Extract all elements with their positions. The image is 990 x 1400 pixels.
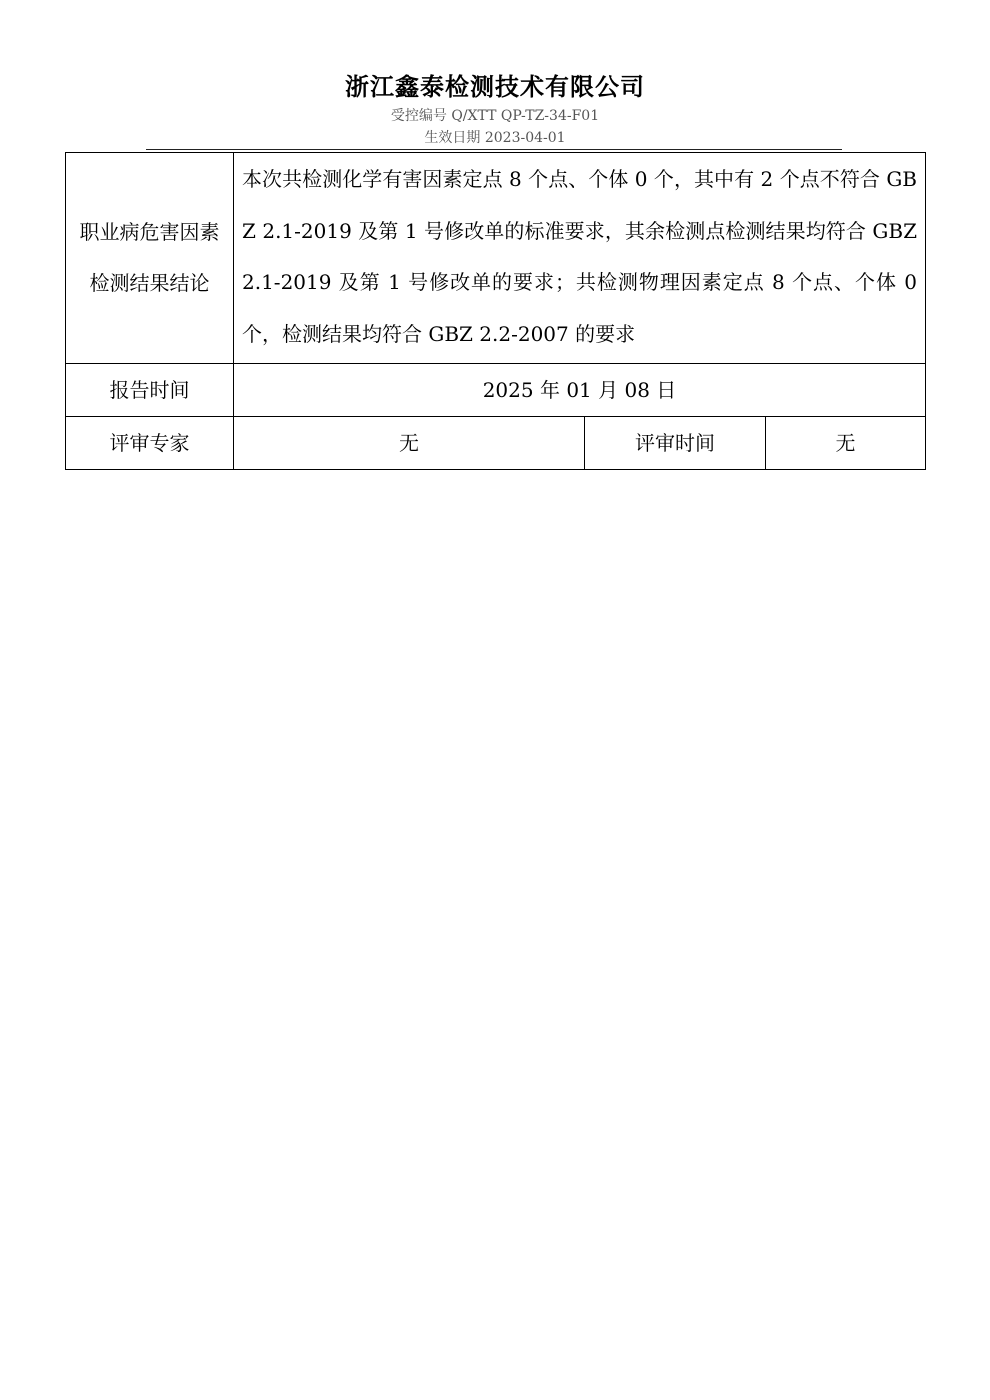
- control-number: 受控编号 Q/XTT QP-TZ-34-F01: [390, 108, 600, 124]
- review-row: [66, 417, 926, 470]
- report-table: [65, 152, 926, 470]
- report-time-row: [66, 364, 926, 417]
- reviewer-label: 评审专家: [66, 417, 234, 470]
- report-time-label: 报告时间: [66, 364, 234, 417]
- effective-date: 生效日期 2023-04-01: [424, 130, 566, 146]
- conclusion-row: [66, 153, 926, 364]
- company-name: 浙江鑫泰检测技术有限公司: [345, 73, 645, 101]
- reviewer-value: 无: [234, 417, 585, 470]
- conclusion-label: 职业病危害因素检测结果结论: [66, 153, 234, 364]
- review-time-value: 无: [766, 417, 926, 470]
- report-time-value: 2025 年 01 月 08 日: [234, 364, 926, 417]
- header-divider: [146, 149, 842, 150]
- review-time-label: 评审时间: [585, 417, 766, 470]
- conclusion-text: 本次共检测化学有害因素定点 8 个点、个体 0 个，其中有 2 个点不符合 GBZ 2.1-2019 及第 1 号修改单的标准要求，其余检测点检测结果均符合 GBZ 2.1-2019 及第 1 号修改单的要求；共检测物理因素定点 8 个点、个体 0 个，检测结果均符合 GBZ 2.2-2007 的要求: [234, 153, 926, 364]
